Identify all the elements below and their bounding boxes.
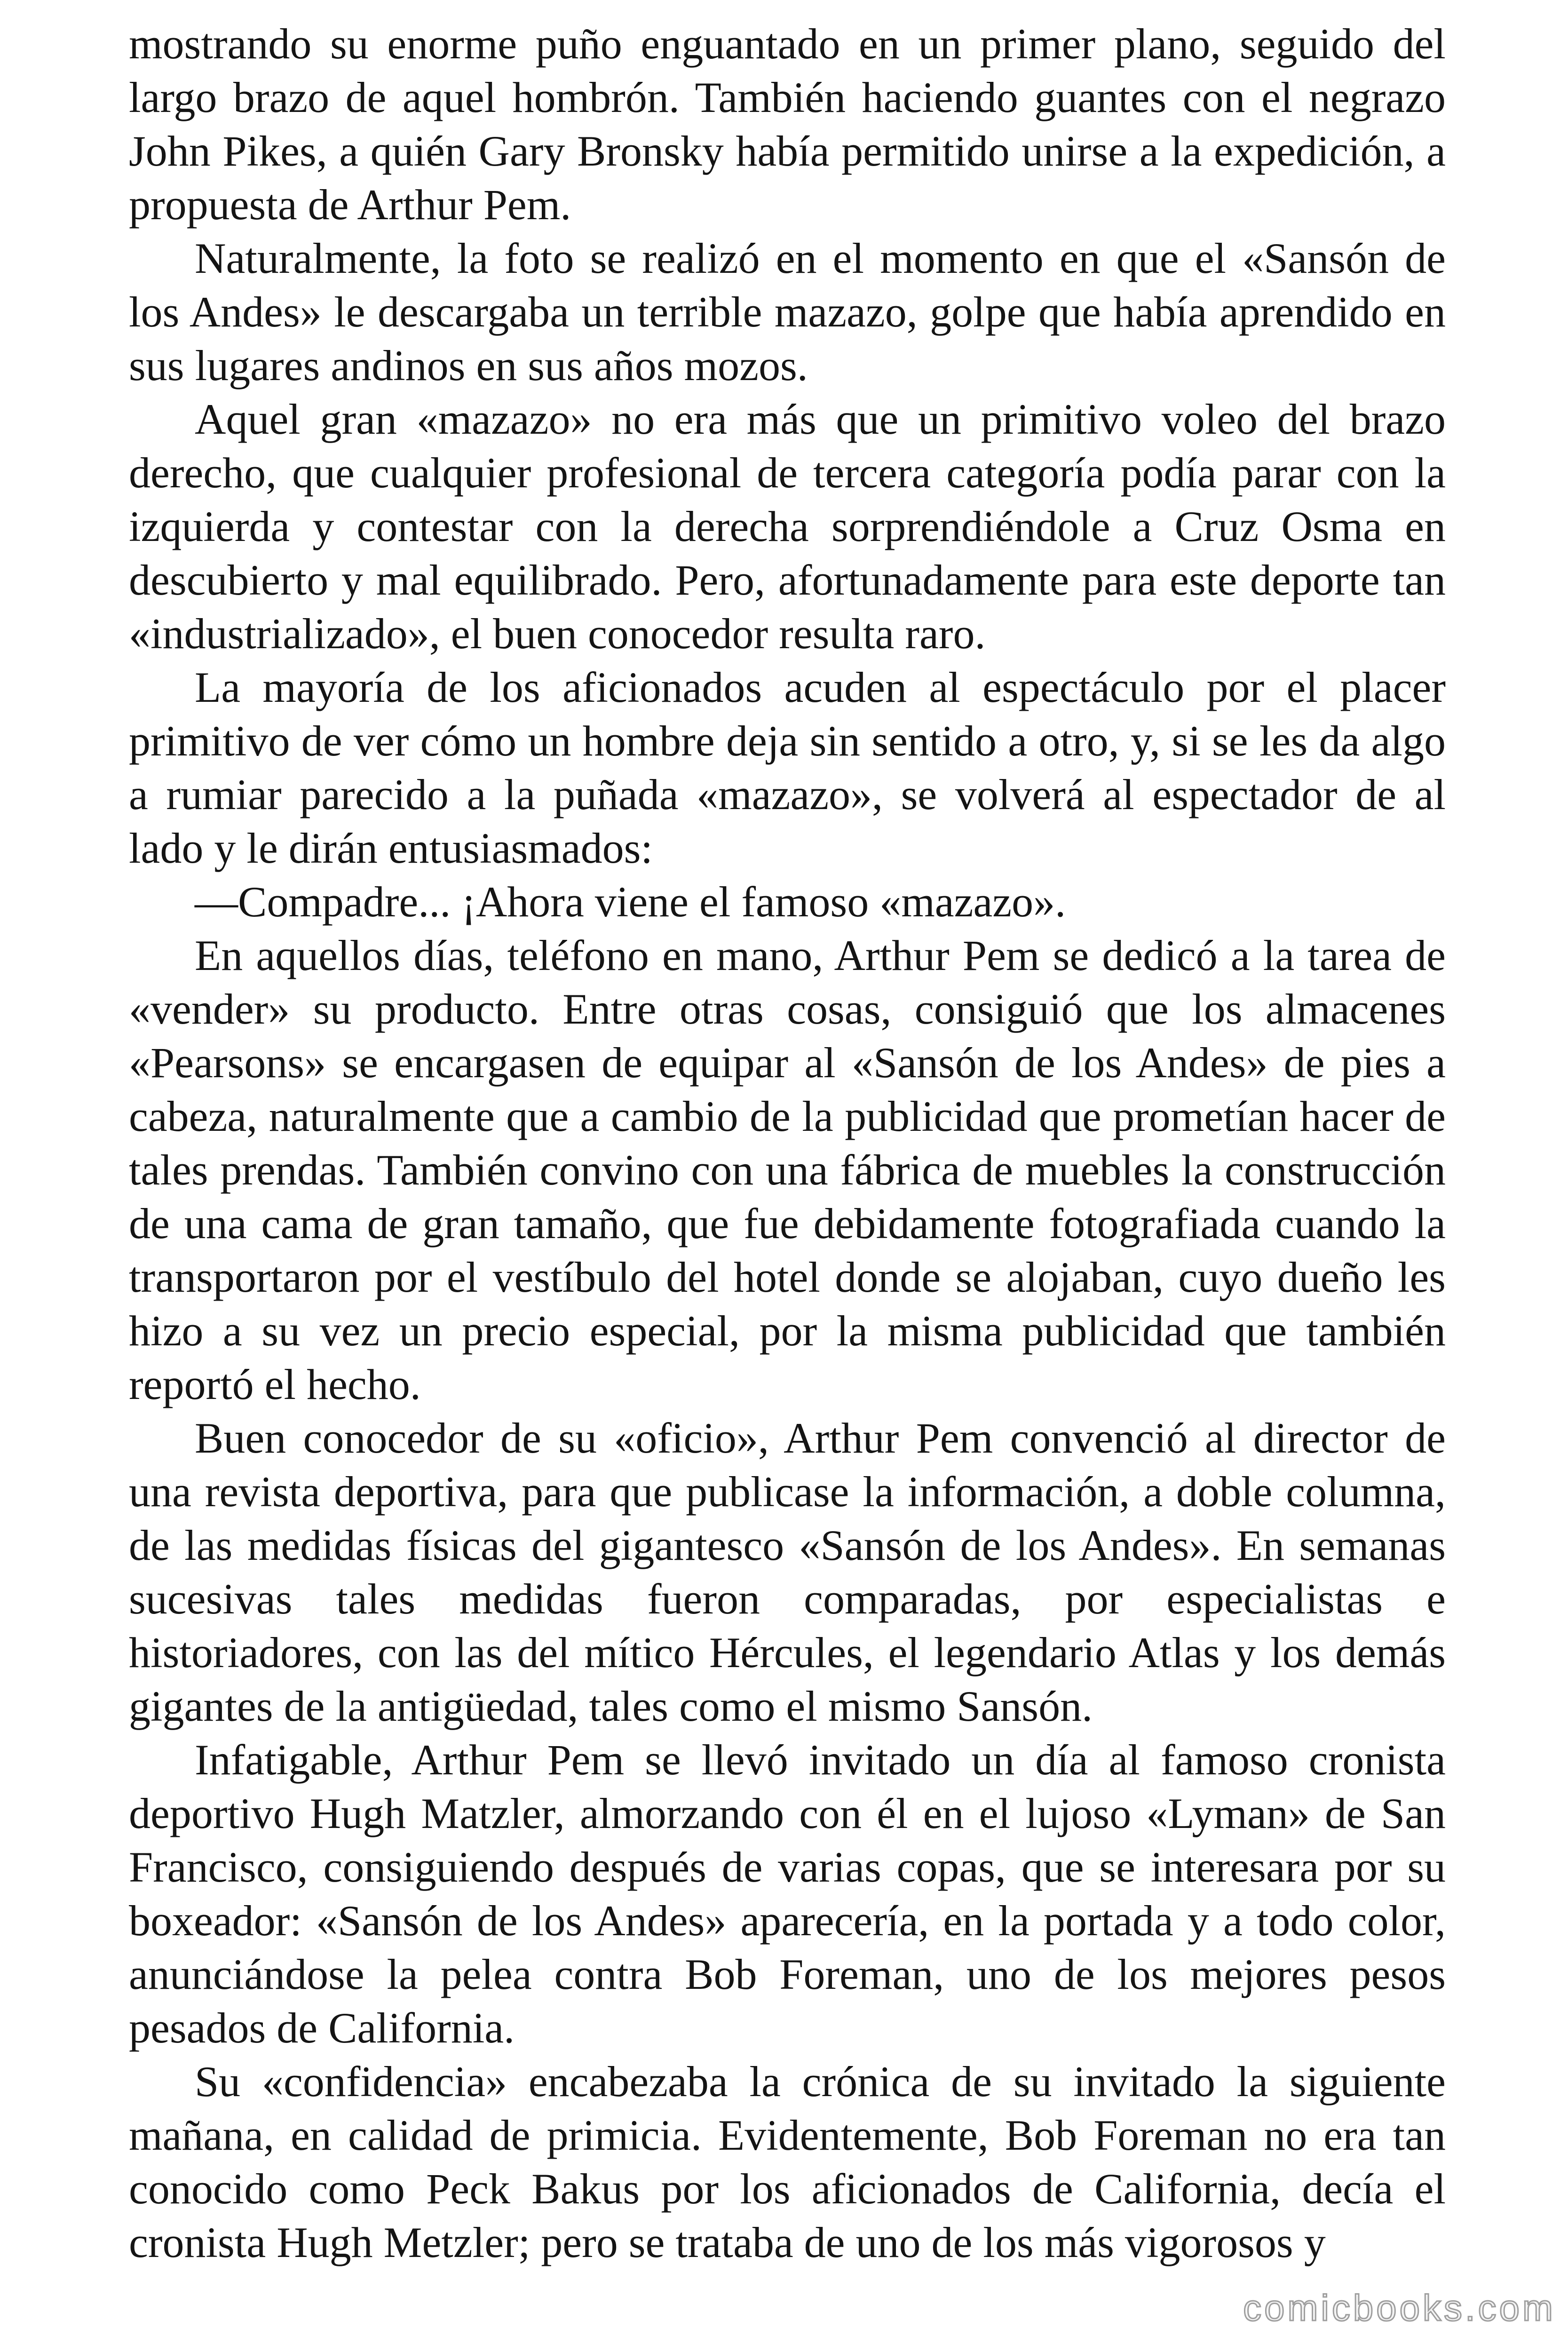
- text-line: mañana, en calidad de primicia. Evidentemente, Bob Foreman no era tan: [129, 2111, 1446, 2159]
- text-line: reportó el hecho.: [129, 1360, 421, 1408]
- text-line: izquierda y contestar con la derecha sorprendiéndole a Cruz Osma en: [129, 502, 1446, 550]
- text-line: Aquel gran «mazazo» no era más que un primitivo voleo del brazo: [195, 395, 1446, 443]
- text-line: deportivo Hugh Matzler, almorzando con él en el lujoso «Lyman» de San: [129, 1789, 1446, 1837]
- text-line: descubierto y mal equilibrado. Pero, afortunadamente para este deporte tan: [129, 556, 1446, 604]
- text-line: —Compadre... ¡Ahora viene el famoso «mazazo».: [195, 878, 1066, 926]
- text-line: pesados de California.: [129, 2004, 515, 2052]
- text-line: sus lugares andinos en sus años mozos.: [129, 342, 808, 389]
- text-line: hizo a su vez un precio especial, por la misma publicidad que también: [129, 1307, 1446, 1355]
- text-line: «Pearsons» se encargasen de equipar al «Sansón de los Andes» de pies a: [129, 1039, 1446, 1087]
- text-line: sucesivas tales medidas fueron comparadas, por especialistas e: [129, 1575, 1446, 1623]
- text-line: boxeador: «Sansón de los Andes» aparecería, en la portada y a todo color,: [129, 1897, 1446, 1945]
- text-line: de una cama de gran tamaño, que fue debidamente fotografiada cuando la: [129, 1200, 1446, 1248]
- text-line: «vender» su producto. Entre otras cosas, consiguió que los almacenes: [129, 985, 1446, 1033]
- text-line: John Pikes, a quién Gary Bronsky había permitido unirse a la expedición, a: [129, 127, 1446, 175]
- text-line: gigantes de la antigüedad, tales como el mismo Sansón.: [129, 1682, 1093, 1730]
- paragraph: [129, 1411, 1446, 1733]
- paragraph: [129, 231, 1446, 392]
- text-line: largo brazo de aquel hombrón. También haciendo guantes con el negrazo: [129, 73, 1446, 121]
- paragraph: [129, 17, 1446, 231]
- body-text: [129, 17, 1446, 2269]
- text-line: conocido como Peck Bakus por los aficionados de California, decía el: [129, 2165, 1446, 2213]
- paragraph: [129, 929, 1446, 1411]
- text-line: cabeza, naturalmente que a cambio de la publicidad que prometían hacer de: [129, 1092, 1446, 1140]
- text-line: Su «confidencia» encabezaba la crónica de su invitado la siguiente: [195, 2058, 1446, 2106]
- text-line: de las medidas físicas del gigantesco «Sansón de los Andes». En semanas: [129, 1521, 1446, 1569]
- text-line: En aquellos días, teléfono en mano, Arthur Pem se dedicó a la tarea de: [195, 931, 1446, 979]
- text-line: Francisco, consiguiendo después de varias copas, que se interesara por su: [129, 1843, 1446, 1891]
- text-line: historiadores, con las del mítico Hércules, el legendario Atlas y los demás: [129, 1629, 1446, 1677]
- text-line: La mayoría de los aficionados acuden al espectáculo por el placer: [195, 663, 1446, 711]
- text-line: derecho, que cualquier profesional de tercera categoría podía parar con la: [129, 449, 1446, 497]
- text-line: una revista deportiva, para que publicase la información, a doble columna,: [129, 1468, 1446, 1516]
- text-line: lado y le dirán entusiasmados:: [129, 824, 653, 872]
- text-line: propuesta de Arthur Pem.: [129, 181, 571, 229]
- text-line: cronista Hugh Metzler; pero se trataba de uno de los más vigorosos y: [129, 2218, 1326, 2266]
- text-line: Naturalmente, la foto se realizó en el momento en que el «Sansón de: [195, 234, 1446, 282]
- text-line: tales prendas. También convino con una fábrica de muebles la construcción: [129, 1146, 1446, 1194]
- paragraph: [129, 875, 1446, 929]
- text-line: Infatigable, Arthur Pem se llevó invitado un día al famoso cronista: [195, 1736, 1446, 1784]
- text-line: a rumiar parecido a la puñada «mazazo», se volverá al espectador de al: [129, 771, 1446, 818]
- paragraph: [129, 2055, 1446, 2269]
- paragraph: [129, 660, 1446, 875]
- text-line: Buen conocedor de su «oficio», Arthur Pem convenció al director de: [195, 1414, 1446, 1462]
- paragraph: [129, 1733, 1446, 2055]
- watermark: comicbooks.com: [1243, 2287, 1556, 2328]
- text-line: anunciándose la pelea contra Bob Foreman, uno de los mejores pesos: [129, 1950, 1446, 1998]
- text-line: transportaron por el vestíbulo del hotel donde se alojaban, cuyo dueño les: [129, 1253, 1446, 1301]
- text-line: «industrializado», el buen conocedor resulta raro.: [129, 610, 986, 658]
- text-line: los Andes» le descargaba un terrible mazazo, golpe que había aprendido en: [129, 288, 1446, 336]
- text-line: mostrando su enorme puño enguantado en un primer plano, seguido del: [129, 20, 1446, 68]
- paragraph: [129, 392, 1446, 660]
- text-line: primitivo de ver cómo un hombre deja sin sentido a otro, y, si se les da algo: [129, 717, 1446, 765]
